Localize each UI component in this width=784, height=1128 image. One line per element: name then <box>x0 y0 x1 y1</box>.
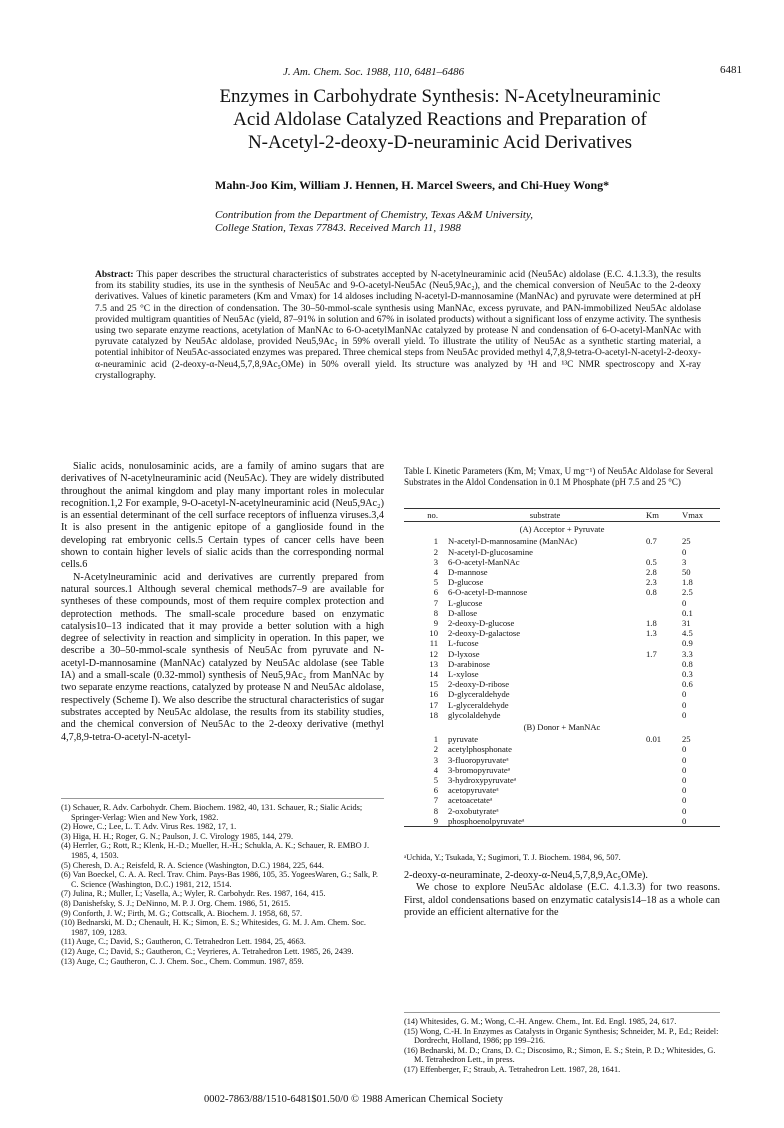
row-substrate: 6-O-acetyl-D-mannose <box>448 587 528 598</box>
footnote: (3) Higa, H. H.; Roger, G. N.; Paulson, J. C. Virology 1985, 144, 279. <box>61 831 294 841</box>
row-km: 1.7 <box>646 648 657 659</box>
row-substrate: pyruvate <box>448 734 479 745</box>
row-substrate: 3-hydroxypyruvateᵃ <box>448 775 517 786</box>
row-number: 1 <box>433 536 438 547</box>
row-substrate: acetopyruvateᵃ <box>448 785 499 796</box>
row-substrate: L-xylose <box>448 669 479 680</box>
row-number: 12 <box>429 648 438 659</box>
table-row <box>404 536 720 546</box>
footnote: (15) Wong, C.-H. In Enzymes as Catalysts in Organic Synthesis; Schneider, M. P., Ed.; Reidel: Dordrecht, Holland, 1986; pp 199–216. <box>404 1026 719 1046</box>
row-substrate: 2-deoxy-D-glucose <box>448 618 515 629</box>
row-number: 1 <box>433 734 438 745</box>
row-vmax: 25 <box>682 536 691 547</box>
row-substrate: acetoacetateᵃ <box>448 795 493 806</box>
row-number: 18 <box>429 709 438 720</box>
body-right-paragraph-2: We chose to explore Neu5Ac aldolase (E.C. 4.1.3.3) for two reasons. First, aldol condensations based on enzymatic catalysis14–18 as a whole can provide an efficient alternative for the <box>404 882 720 918</box>
row-vmax: 0.9 <box>682 638 693 649</box>
table-row <box>404 806 720 816</box>
row-number: 9 <box>433 618 438 629</box>
table-row <box>404 547 720 557</box>
table-row <box>404 700 720 710</box>
row-vmax: 0 <box>682 546 687 557</box>
row-number: 7 <box>433 597 438 608</box>
affiliation-line-2: College Station, Texas 77843. Received March 11, 1988 <box>215 222 461 234</box>
row-substrate: L-glucose <box>448 597 483 608</box>
row-km <box>644 608 680 618</box>
row-substrate: D-lyxose <box>448 648 480 659</box>
table-section-b: (B) Donor + ManNAc <box>523 722 601 733</box>
copyright-footer: 0002-7863/88/1510-6481$01.50/0 © 1988 American Chemical Society <box>204 1094 504 1105</box>
row-km <box>644 795 680 805</box>
row-substrate: L-glyceraldehyde <box>448 699 509 710</box>
row-vmax: 0 <box>682 795 687 806</box>
table-row <box>404 567 720 577</box>
row-number: 14 <box>429 669 438 680</box>
table-row <box>404 598 720 608</box>
row-number: 2 <box>433 546 438 557</box>
row-vmax: 0 <box>682 775 687 786</box>
footnote: (17) Effenberger, F.; Straub, A. Tetrahedron Lett. 1987, 28, 1641. <box>404 1064 621 1074</box>
row-substrate: 3-bromopyruvateᵃ <box>448 764 511 775</box>
footnote: (1) Schauer, R. Adv. Carbohydr. Chem. Biochem. 1982, 40, 131. Schauer, R.; Sialic Acids; Springer-Verlag: Wien and New York, 1982. <box>61 803 363 822</box>
row-vmax: 0.6 <box>682 679 693 690</box>
row-vmax: 31 <box>682 618 691 629</box>
row-substrate: 6-O-acetyl-ManNAc <box>448 556 520 567</box>
authors: Mahn-Joo Kim, William J. Hennen, H. Marcel Sweers, and Chi-Huey Wong* <box>215 178 610 192</box>
table-header-vmax: Vmax <box>680 509 720 522</box>
row-number: 6 <box>433 785 438 796</box>
row-substrate: 2-oxobutyrateᵃ <box>448 805 499 816</box>
row-number: 2 <box>433 744 438 755</box>
row-substrate: D-mannose <box>448 567 488 578</box>
row-vmax: 1.8 <box>682 577 693 588</box>
row-vmax: 0 <box>682 709 687 720</box>
row-number: 8 <box>433 607 438 618</box>
footnote: (4) Herrler, G.; Rott, R.; Klenk, H.-D.; Mueller, H.-H.; Schukla, A. K.; Schauer, R. EMBO J. 1985, 4, 1503. <box>61 841 370 860</box>
row-substrate: 2-deoxy-D-galactose <box>448 628 521 639</box>
table-header-substrate: substrate <box>446 509 644 522</box>
footnote: (5) Cheresh, D. A.; Reisfeld, R. A. Science (Washington, D.C.) 1984, 225, 644. <box>61 860 324 870</box>
row-substrate: D-allose <box>448 607 478 618</box>
row-vmax: 0 <box>682 754 687 765</box>
footnote: (8) Danishefsky, S. J.; DeNinno, M. P. J. Org. Chem. 1986, 51, 2615. <box>61 898 291 908</box>
row-vmax: 0 <box>682 699 687 710</box>
row-km <box>644 755 680 765</box>
affiliation <box>215 209 533 235</box>
row-substrate: glycolaldehyde <box>448 709 501 720</box>
row-substrate: 3-fluoropyruvateᵃ <box>448 754 509 765</box>
footnote: (2) Howe, C.; Lee, L. T. Adv. Virus Res. 1982, 17, 1. <box>61 822 237 832</box>
row-substrate: N-acetyl-D-glucosamine <box>448 546 533 557</box>
footnote: (14) Whitesides, G. M.; Wong, C.-H. Angew. Chem., Int. Ed. Engl. 1985, 24, 617. <box>404 1017 677 1026</box>
table-row <box>404 785 720 795</box>
footnotes-left <box>61 798 384 966</box>
table-row <box>404 587 720 597</box>
row-substrate: D-glyceraldehyde <box>448 689 510 700</box>
table-row <box>404 649 720 659</box>
journal-header: J. Am. Chem. Soc. 1988, 110, 6481–6486 <box>283 66 465 78</box>
row-number: 16 <box>429 689 438 700</box>
abstract <box>95 270 701 382</box>
row-number: 8 <box>433 805 438 816</box>
row-km: 0.5 <box>646 556 657 567</box>
row-km: 0.7 <box>646 536 657 547</box>
row-number: 5 <box>433 775 438 786</box>
table-row <box>404 628 720 638</box>
row-km <box>644 547 680 557</box>
row-vmax: 3.3 <box>682 648 693 659</box>
row-substrate: L-fucose <box>448 638 479 649</box>
row-vmax: 2.5 <box>682 587 693 598</box>
row-km <box>644 710 680 720</box>
row-vmax: 0 <box>682 597 687 608</box>
table-row <box>404 765 720 775</box>
footnote: (11) Auge, C.; David, S.; Gautheron, C. Tetrahedron Lett. 1984, 25, 4663. <box>61 937 306 947</box>
table-row <box>404 775 720 785</box>
row-number: 3 <box>433 754 438 765</box>
row-km <box>644 598 680 608</box>
row-vmax: 0.1 <box>682 607 693 618</box>
footnotes-right <box>404 1012 720 1075</box>
row-vmax: 0 <box>680 816 720 827</box>
row-km <box>644 700 680 710</box>
table-row <box>404 734 720 744</box>
body-paragraph-1: Sialic acids, nonulosaminic acids, are a family of amino sugars that are derivatives of N-acetylneuraminic acid (Neu5Ac). They are widely distributed throughout the animal kingdom and play many important roles in molecular recognition.1,2 For example, 9-O-acetyl-N-acetylneuraminic acid (Neu5,9Ac₂) is an essential determinant of the cell surface receptors of influenza viruses.3,4 It is also present in the antigenic epitope of a ganglioside found in the developing rat embryonic cells.5 Certain types of cancer cells have been shown to contain higher levels of sialic acids than the corresponding normal cells.6 <box>61 461 384 571</box>
row-number: 11 <box>429 638 438 649</box>
body-paragraph-2: N-Acetylneuraminic acid and derivatives are currently prepared from natural sources.1 Although several chemical methods7–9 are available for syntheses of these compounds, most of them require complex protection and deprotection methods. The small-scale procedure based on enzymatic catalysis10–13 indicated that it may provide a better solution with a high degree of selectivity in reaction and simplicity in operation. In this paper, we describe a 30–50-mmol-scale synthesis of Neu5Ac from pyruvate and N-acetyl-D-mannosamine (ManNAc) catalyzed by Neu5Ac aldolase (see Table IA) and a small-scale (0.32-mmol) synthesis of Neu5,9Ac₂ from ManNAc by two separate enzyme reactions, catalyzed by protease N and Neu5Ac aldolase, respectively (Scheme I). We also describe the structural characteristics of sugar substrates accepted by Neu5Ac aldolase, the results from its stability studies, and the chemical conversion of Neu5Ac to the 2-deoxy derivative (methyl 4,7,8,9-tetra-O-acetyl-N-acetyl- <box>61 571 384 743</box>
table-row <box>404 679 720 689</box>
row-vmax: 0.8 <box>682 658 693 669</box>
row-km: 2.8 <box>646 567 657 578</box>
footnote: (10) Bednarski, M. D.; Chenault, H. K.; Simon, E. S.; Whitesides, G. M. J. Am. Chem. Soc. 1987, 109, 1283. <box>61 918 366 937</box>
row-km <box>644 806 680 816</box>
row-substrate: N-acetyl-D-mannosamine (ManNAc) <box>448 536 578 547</box>
row-number: 17 <box>429 699 438 710</box>
row-vmax: 0 <box>682 689 687 700</box>
title-line-2: Acid Aldolase Catalyzed Reactions and Preparation of <box>233 109 647 130</box>
row-number: 13 <box>429 658 438 669</box>
row-number: 15 <box>429 679 438 690</box>
row-number: 4 <box>433 764 438 775</box>
body-right-column <box>404 870 720 919</box>
table-header-km: Km <box>644 509 680 522</box>
row-vmax: 0 <box>682 764 687 775</box>
kinetic-table <box>404 508 720 827</box>
table-row <box>404 638 720 648</box>
row-number: 9 <box>404 816 446 827</box>
table-row <box>404 689 720 699</box>
body-right-paragraph-1: 2-deoxy-α-neuraminate, 2-deoxy-α-Neu4,5,7,8,9,Ac₅OMe). <box>404 870 648 881</box>
footnote: (13) Auge, C.; Gautheron, C. J. Chem. Soc., Chem. Commun. 1987, 859. <box>61 956 304 966</box>
table-row <box>404 744 720 754</box>
row-number: 3 <box>433 556 438 567</box>
footnote: (9) Conforth, J. W.; Firth, M. G.; Cottscalk, A. Biochem. J. 1958, 68, 57. <box>61 908 303 918</box>
row-km <box>644 744 680 754</box>
table-section-a: (A) Acceptor + Pyruvate <box>519 524 605 535</box>
footnote: (16) Bednarski, M. D.; Crans, D. C.; Discosimo, R.; Simon, E. S.; Stein, P. D.; Whitesides, G. M. Tetrahedron Lett., in press. <box>404 1045 716 1065</box>
row-km <box>644 775 680 785</box>
row-km <box>644 638 680 648</box>
table-row <box>404 710 720 720</box>
abstract-text: This paper describes the structural characteristics of substrates accepted by N-acetylneuraminic acid (Neu5Ac) aldolase (E.C. 4.1.3.3), the results from its stability studies, its use in the synthesis of Neu5Ac and 9-O-acetyl-Neu5Ac (Neu5,9Ac₂), and the chemical conversion of Neu5Ac to the 2-deoxy derivatives. Values of kinetic parameters (Km and Vmax) for 14 aldoses including N-acetyl-D-mannosamine (ManNAc) and pyruvate were determined at pH 7.5 and 25 °C in the direction of condensation. The 30–50-mmol-scale synthesis using ManNAc, excess pyruvate, and PAN-immobilized Neu5Ac aldolase provided multigram quantities of Neu5Ac (yield, 87–91% in solution and 67% in isolated products) without a significant loss of enzyme activity. The synthesis using two separate enzyme reactions, acetylation of ManNAc to 6-O-acetylManNAc catalyzed by protease N and condensation of 6-O-acetyl-ManNAc with pyruvate catalyzed by Neu5Ac aldolase, provided Neu5,9Ac₂ in 59% overall yield. To illustrate the utility of Neu5Ac as a synthetic starting material, a potential inhibitor of Neu5Ac-associated enzymes was prepared. Three chemical steps from Neu5Ac provided methyl 4,7,8,9-tetra-O-acetyl-N-acetyl-2-deoxy-α-neuraminic acid (2-deoxy-α-Neu4,5,7,8,9Ac₅OMe) in 50% overall yield. Its structure was analyzed by ¹H and ¹³C NMR spectroscopy and X-ray crystallography. <box>95 270 701 381</box>
row-vmax: 3 <box>682 556 687 567</box>
row-km: 0.8 <box>646 587 657 598</box>
row-substrate: D-glucose <box>448 577 484 588</box>
row-number: 7 <box>433 795 438 806</box>
table-row <box>404 618 720 628</box>
table-row <box>404 659 720 669</box>
affiliation-line-1: Contribution from the Department of Chemistry, Texas A&M University, <box>215 209 533 221</box>
row-km: 1.3 <box>646 628 657 639</box>
row-number: 6 <box>433 587 438 598</box>
row-vmax: 4.5 <box>682 628 693 639</box>
table-row <box>404 816 720 827</box>
abstract-label: Abstract: <box>95 270 134 280</box>
row-km <box>644 765 680 775</box>
row-substrate: 2-deoxy-D-ribose <box>448 679 510 690</box>
table-row <box>404 557 720 567</box>
row-vmax: 0 <box>682 805 687 816</box>
row-substrate: D-arabinose <box>448 658 490 669</box>
row-number: 5 <box>433 577 438 588</box>
row-km <box>644 816 680 827</box>
title-line-3: N-Acetyl-2-deoxy-D-neuraminic Acid Derivatives <box>247 132 633 153</box>
table-header-no: no. <box>404 509 446 522</box>
row-km <box>644 785 680 795</box>
row-vmax: 25 <box>682 734 691 745</box>
row-km <box>644 689 680 699</box>
table-caption: Table I. Kinetic Parameters (Km, M; Vmax, U mg⁻¹) of Neu5Ac Aldolase for Several Substrates in the Aldol Condensation in 0.1 M Phosphate (pH 7.5 and 25 °C) <box>404 466 714 487</box>
row-vmax: 0 <box>682 785 687 796</box>
row-number: 4 <box>433 567 438 578</box>
title-line-1: Enzymes in Carbohydrate Synthesis: N-Acetylneuraminic <box>219 86 661 107</box>
row-km <box>644 659 680 669</box>
row-km: 0.01 <box>646 734 662 745</box>
row-km: 2.3 <box>646 577 657 588</box>
page-number: 6481 <box>720 64 742 76</box>
row-substrate: phosphoenolpyruvateᵃ <box>446 816 644 827</box>
footnote: (12) Auge, C.; David, S.; Gautheron, C.; Veyrieres, A. Tetrahedron Lett. 1985, 26, 2439. <box>61 946 354 956</box>
table-row <box>404 577 720 587</box>
table-row <box>404 608 720 618</box>
row-km <box>644 669 680 679</box>
table-row <box>404 755 720 765</box>
body-left-column <box>61 461 384 744</box>
article-title <box>160 85 720 154</box>
footnote: (6) Van Boeckel, C. A. A. Recl. Trav. Chim. Pays-Bas 1986, 105, 35. YogeesWaren, G.; Salk, P. C. Science (Washington, D.C.) 1981, 212, 1514. <box>61 870 378 889</box>
row-vmax: 0 <box>682 744 687 755</box>
table-row <box>404 669 720 679</box>
row-number: 10 <box>429 628 438 639</box>
row-km <box>644 679 680 689</box>
table-row <box>404 795 720 805</box>
row-substrate: acetylphosphonate <box>448 744 512 755</box>
row-vmax: 50 <box>682 567 691 578</box>
row-vmax: 0.3 <box>682 669 693 680</box>
footnote: (7) Julina, R.; Muller, I.; Vasella, A.; Wyler, R. Carbohydr. Res. 1987, 164, 415. <box>61 889 326 899</box>
table-footnote: ᵃUchida, Y.; Tsukada, Y.; Sugimori, T. J. Biochem. 1984, 96, 507. <box>404 853 621 862</box>
row-km: 1.8 <box>646 618 657 629</box>
